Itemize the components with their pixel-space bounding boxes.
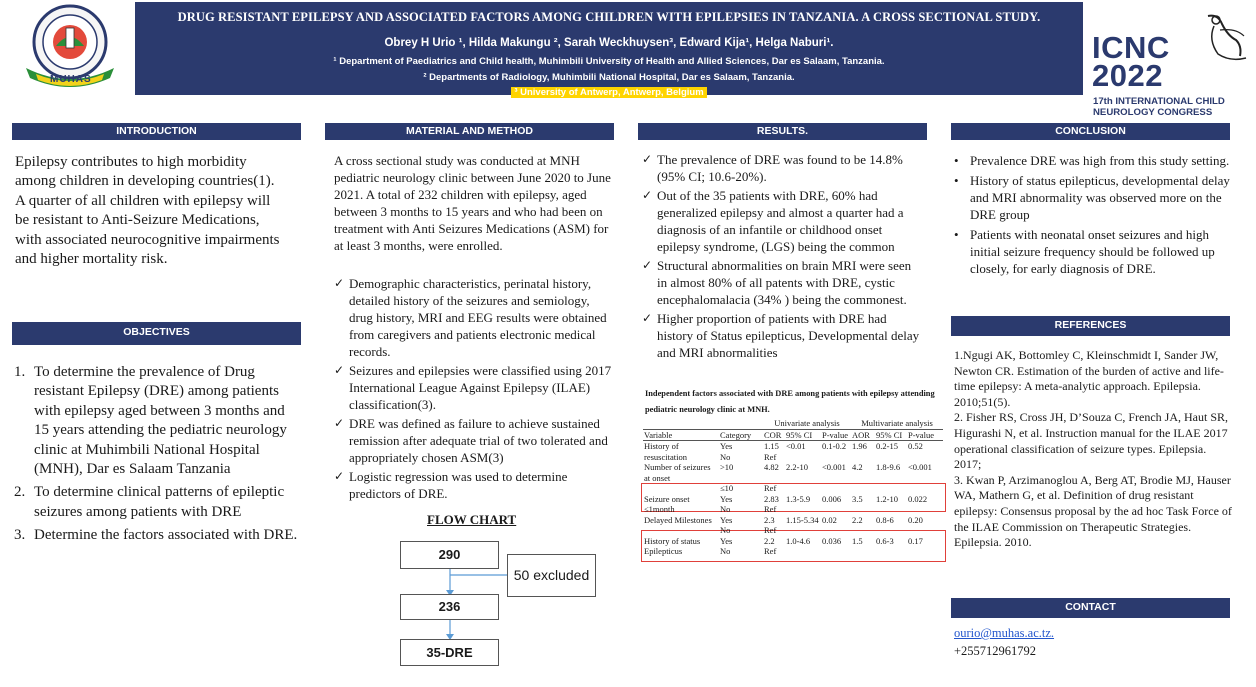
table-cell: 4.82 (764, 462, 779, 472)
contact-email-link[interactable]: ourio@muhas.ac.tz. (954, 626, 1055, 640)
objectives-list (14, 363, 298, 546)
table-header-row (643, 429, 943, 441)
table-cell: 0.20 (908, 514, 923, 525)
contact-heading: CONTACT (951, 598, 1230, 618)
results-item: ✓ Out of the 35 patients with DRE, 60% had generalized epilepsy and almost a quarter had a diagnosis of an infantile or childhood onset epilepsy syndrome, (LGS) being the common (642, 187, 922, 255)
column-header: P-value (907, 429, 943, 441)
results-list (642, 151, 922, 361)
reference-item: 2. Fisher RS, Cross JH, D’Souza C, French JA, Haut SR, Higurashi N, et al. Instruction manual for the ILAE 2017 operational classification of seizure types. Epilepsia. 2017; (954, 410, 1229, 472)
column-header: AOR (851, 429, 875, 441)
methods-list (334, 275, 614, 502)
column-header: P-value (821, 429, 851, 441)
table-cell: 1.8-9.6 (876, 462, 901, 472)
table-cell: Yes No (720, 493, 733, 514)
contact-phone: +255712961792 (954, 644, 1037, 658)
table-cell: History of resuscitation (644, 441, 687, 462)
conclusion-item: • History of status epilepticus, developmental delay and MRI abnormality was observed more on the DRE group (952, 172, 1240, 223)
table-cell: Ref (764, 483, 777, 493)
objective-text: Determine the factors associated with DRE. (34, 527, 298, 544)
flow-box-excluded: 50 excluded (507, 554, 596, 597)
table-cell: 2.2-10 (786, 462, 808, 472)
table-caption: Independent factors associated with DRE among patients with epilepsy attending pediatric neurology clinic at MNH. (645, 389, 935, 414)
poster-header (0, 0, 1256, 122)
table-row (643, 462, 943, 483)
table-cell (821, 483, 851, 494)
methods-item: ✓ DRE was defined as failure to achieve sustained remission after adequate trial of two tolerated and appropriately chosen ASM(3) (334, 415, 614, 466)
column-header: 95% CI (875, 429, 907, 441)
references-list (954, 348, 1236, 551)
affiliation-1: ¹ Department of Paediatrics and Child health, Muhimbili University of Health and Allied Sciences, Dar es Salaam, Tanzania. (333, 56, 885, 67)
table-row (643, 483, 943, 494)
column-header: 95% CI (785, 429, 821, 441)
reference-item: 1.Ngugi AK, Bottomley C, Kleinschmidt I, Sander JW, Newton CR. Estimation of the burden of active and life-time epilepsy: A meta-analytic approach. Epilepsia. 2010;51(5). (954, 348, 1224, 409)
poster-title: DRUG RESISTANT EPILEPSY AND ASSOCIATED FACTORS AMONG CHILDREN WITH EPILEPSIES IN TANZANIA. A CROSS SECTIONAL STUDY. (177, 10, 1041, 24)
table-cell: 1.15-5.34 (786, 514, 819, 525)
table-cell: 0.022 (908, 493, 928, 504)
objective-number: 1. (14, 364, 26, 380)
table-cell: <0.001 (908, 462, 932, 472)
table-cell: 1.2-10 (876, 493, 898, 504)
references-heading: REFERENCES (951, 316, 1230, 336)
column-header: COR (763, 429, 785, 441)
table-cell: Yes No (720, 441, 733, 462)
conference-subtitle: 17th INTERNATIONAL CHILD NEUROLOGY CONGRESS (1093, 96, 1225, 118)
table-cell: Yes No (720, 514, 733, 535)
table-cell: 0.8-6 (876, 514, 894, 525)
objective-item (14, 526, 298, 545)
reference-item: 3. Kwan P, Arzimanoglou A, Berg AT, Brodie MJ, Hauser WA, Mathern G, et al. Definition of drug resistant epilepsy: Consensus proposal by the ad hoc Task Force of the ILAE Commission on Therapeutic Strategies. Epilepsia. 2010. (954, 472, 1232, 550)
table-cell: 2.3 Ref (764, 514, 777, 535)
conclusion-item: • Patients with neonatal onset seizures and high initial seizure frequency should be followed up closely, for early diagnosis of DRE. (952, 226, 1240, 277)
table-cell: 2.2 Ref (764, 535, 777, 556)
table-cell: 0.17 (908, 535, 923, 546)
table-cell: 2.2 (852, 514, 863, 525)
column-header: Variable (643, 429, 719, 441)
table-row (643, 494, 943, 515)
table-cell: <0.01 (786, 441, 806, 451)
table-cell: Seizure onset ≤1month (644, 493, 690, 514)
table-cell: 1.3-5.9 (786, 493, 811, 504)
methods-item: ✓ Logistic regression was used to determine predictors of DRE. (334, 468, 614, 502)
conclusion-item: • Prevalence DRE was high from this study setting. (952, 152, 1240, 169)
table-cell: 3.5 (852, 493, 863, 504)
table-cell: 1.0-4.6 (786, 535, 811, 546)
table-cell: 0.036 (822, 535, 842, 546)
affiliation-3-text: ³ University of Antwerp, Antwerp, Belgium (511, 87, 706, 98)
objective-item (14, 363, 298, 479)
table-row (643, 536, 943, 557)
table-cell (875, 483, 907, 494)
table-cell: 0.006 (822, 493, 842, 504)
table-cell: Yes No (720, 535, 733, 556)
objective-number: 3. (14, 527, 26, 544)
objective-text: To determine the prevalence of Drug resistant Epilepsy (DRE) among patients with epilepsy aged between 3 months and 15 years attending the pediatric neurology clinic at Muhimbili National Hospital (MNH), Dar es Salaam Tanzania (34, 364, 287, 478)
conclusion-list (952, 152, 1240, 277)
methods-item: ✓ Seizures and epilepsies were classified using 2017 International League Against Epilepsy (ILAE) classification(3). (334, 362, 614, 413)
university-logo-text: MUHAS (50, 74, 92, 85)
flow-box-dre: 35-DRE (400, 639, 499, 666)
methods-intro: A cross sectional study was conducted at MNH pediatric neurology clinic between June 2020 to June 2021. A total of 232 children with epilepsy, aged between 3 months to 15 years and who had been on treatment with Anti Seizures Medications (ASM) for at least 3 months, were enrolled. (334, 153, 611, 253)
results-item: ✓ Structural abnormalities on brain MRI were seen in almost 80% of all patents with DRE, cystic encephalomalacia (34% ) being the commonest. (642, 257, 922, 308)
table-cell: <0.001 (822, 462, 846, 472)
table-cell: Number of seizures at onset (644, 462, 711, 483)
table-cell: ≤10 (720, 483, 734, 493)
results-item: ✓ Higher proportion of patients with DRE had history of Status epilepticus, Developmental delay and MRI abnormalities (642, 310, 922, 361)
methods-heading: MATERIAL AND METHOD (325, 123, 614, 140)
results-heading: RESULTS. (638, 123, 927, 140)
table-cell (851, 483, 875, 494)
table-cell: >10 (720, 462, 734, 472)
table-group-header (643, 418, 943, 429)
introduction-heading: INTRODUCTION (12, 123, 301, 140)
table-row (643, 441, 943, 463)
results-item: ✓ The prevalence of DRE was found to be 14.8% (95% CI; 10.6-20%). (642, 151, 922, 185)
table-cell: 0.2-15 (876, 441, 898, 451)
objective-number: 2. (14, 484, 26, 501)
objective-text: To determine clinical patterns of epileptic seizures among patients with DRE (34, 484, 285, 520)
column-header: Category (719, 429, 763, 441)
table-cell (643, 483, 719, 494)
flow-box-included: 236 (400, 594, 499, 620)
conclusion-heading: CONCLUSION (951, 123, 1230, 140)
flow-chart-title: FLOW CHART (427, 512, 517, 527)
table-cell (907, 483, 943, 494)
table-cell: 0.02 (822, 514, 837, 525)
table-cell: 1.5 (852, 535, 863, 546)
contact-block (954, 624, 1234, 660)
affiliation-2: ² Departments of Radiology, Muhimbili National Hospital, Dar es Salaam, Tanzania. (423, 72, 795, 83)
table-cell: History of status Epilepticus (644, 535, 701, 556)
methods-item: ✓ Demographic characteristics, perinatal history, detailed history of the seizures and semiology, drug history, MRI and EEG results were obtained from caregivers and patients electronic medical records. (334, 275, 614, 360)
objective-item (14, 483, 298, 522)
conference-name (1092, 30, 1170, 93)
flow-box-total: 290 (400, 541, 499, 569)
table-cell: Delayed Milestones (644, 514, 712, 525)
author-list: Obrey H Urio ¹, Hilda Makungu ², Sarah Weckhuysen³, Edward Kija¹, Helga Naburi¹. (384, 37, 834, 49)
table-cell: 1.15 Ref (764, 441, 779, 462)
univariate-group-label: Univariate analysis (763, 418, 851, 429)
table-cell: 1.96 (852, 441, 867, 451)
table-cell: 0.6-3 (876, 535, 894, 546)
table-cell (785, 483, 821, 494)
table-row (643, 515, 943, 536)
objectives-heading: OBJECTIVES (12, 322, 301, 345)
university-logo (14, 2, 126, 94)
introduction-text: Epilepsy contributes to high morbidity among children in developing countries(1). A quarter of all children with epilepsy will be resistant to Anti-Seizure Medications, with associated neurocognitive impairments and higher mortality risk. (15, 154, 280, 268)
table-cell: 0.52 (908, 441, 923, 451)
table-cell: 0.1-0.2 (822, 441, 847, 451)
table-body (643, 441, 943, 557)
table-cell: 2.83 Ref (764, 493, 779, 514)
multivariate-group-label: Multivariate analysis (851, 418, 943, 429)
affiliation-3 (140, 87, 1078, 98)
table-cell: 4.2 (852, 462, 863, 472)
conference-name-line2: 2022 (1092, 58, 1163, 93)
results-table (643, 418, 943, 557)
conference-name-line1: ICNC (1092, 30, 1170, 65)
